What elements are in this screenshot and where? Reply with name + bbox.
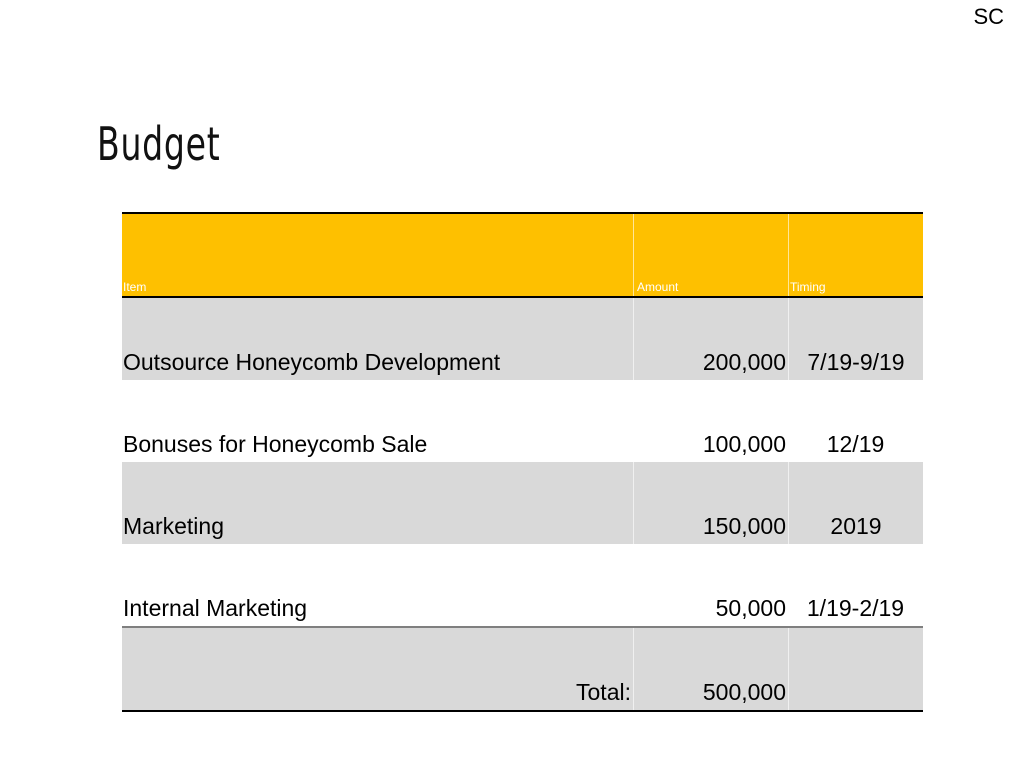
- item-cell: [122, 298, 633, 380]
- amount-cell: [633, 544, 788, 626]
- column-header-amount: Amount: [637, 280, 679, 294]
- total-amount-value: 500,000: [702, 679, 786, 705]
- timing-value: 7/19-9/19: [807, 349, 905, 375]
- total-amount-cell: [633, 628, 788, 710]
- table-header-row: [122, 214, 923, 298]
- timing-value: 1/19-2/19: [806, 595, 905, 621]
- item-label: Outsource Honeycomb Development: [123, 349, 501, 375]
- header-cell-item: [122, 214, 633, 296]
- item-cell: [122, 380, 633, 462]
- timing-cell: [788, 298, 923, 380]
- timing-cell: [788, 462, 923, 544]
- item-label: Bonuses for Honeycomb Sale: [123, 431, 428, 457]
- column-header-item: Item: [123, 280, 147, 294]
- header-cell-amount: [633, 214, 788, 296]
- page-title: Budget: [97, 117, 221, 171]
- timing-cell: [788, 380, 923, 462]
- amount-value: 100,000: [702, 431, 786, 457]
- amount-value: 200,000: [702, 349, 786, 375]
- total-row: [122, 626, 923, 710]
- header-cell-timing: [788, 214, 923, 296]
- table-row: [122, 544, 923, 626]
- item-label: Marketing: [123, 513, 224, 539]
- corner-tag: SC: [973, 4, 1004, 29]
- timing-cell: [788, 544, 923, 626]
- column-header-timing: Timing: [790, 280, 826, 294]
- amount-cell: [633, 462, 788, 544]
- table-row: [122, 298, 923, 380]
- timing-value: 2019: [830, 513, 882, 539]
- table-row: [122, 380, 923, 462]
- item-label: Internal Marketing: [123, 595, 308, 621]
- table-row: [122, 462, 923, 544]
- total-timing-cell: [788, 628, 923, 710]
- timing-value: 12/19: [826, 431, 885, 457]
- budget-table: [122, 212, 923, 712]
- amount-cell: [633, 380, 788, 462]
- total-label-cell: [122, 628, 633, 710]
- item-cell: [122, 462, 633, 544]
- amount-value: 150,000: [702, 513, 786, 539]
- item-cell: [122, 544, 633, 626]
- total-label: Total:: [576, 679, 631, 705]
- amount-cell: [633, 298, 788, 380]
- amount-value: 50,000: [715, 595, 786, 621]
